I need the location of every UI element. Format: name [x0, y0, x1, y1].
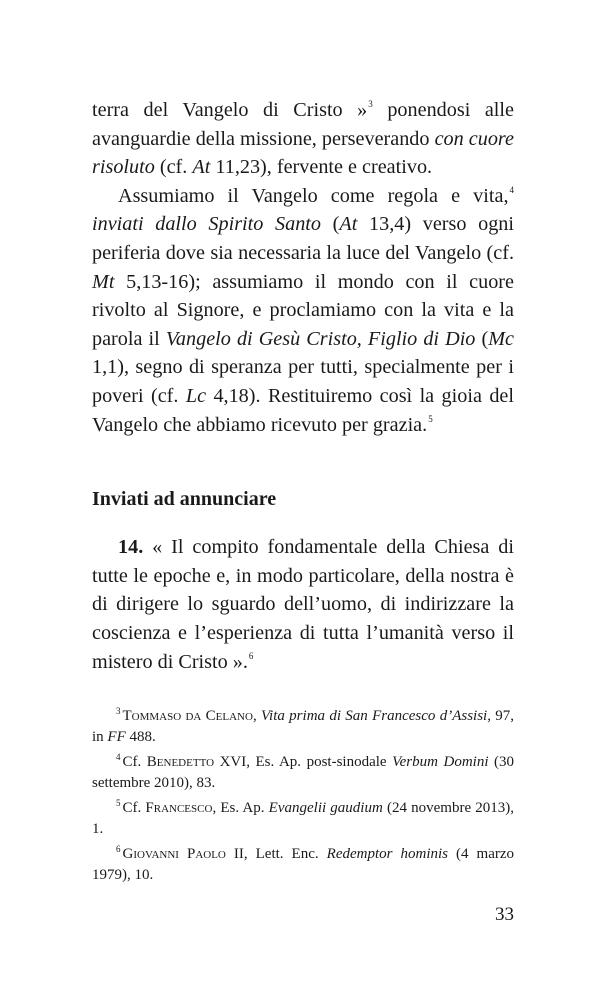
footnote-author: Francesco — [145, 800, 213, 817]
italic-text: At — [192, 156, 211, 179]
text-run: terra del Vangelo di Cristo » — [92, 99, 368, 121]
italic-text: con cuore risoluto — [92, 127, 514, 179]
footnote-author: Giovanni Paolo — [122, 846, 226, 863]
text-run: (30 settembre 2010), 83. — [92, 754, 515, 792]
footnote-ref[interactable]: 5 — [428, 413, 433, 424]
italic-text: Mt — [92, 270, 115, 293]
footnotes — [92, 706, 514, 886]
footnote-author: Benedetto — [146, 754, 215, 771]
footnote-ref[interactable]: 6 — [248, 650, 254, 661]
text-run: 1,1), segno di speranza per tutti, specialmente per i poveri (cf. — [92, 356, 514, 407]
text-run: 4,18). Restituiremo così la gioia del Vangelo che abbiamo ricevuto per grazia. — [92, 384, 514, 436]
footnote-5 — [92, 798, 514, 840]
paragraph-vangelo — [92, 182, 514, 439]
footnote-author: Tommaso da Celano — [122, 708, 253, 725]
italic-text: inviati dallo Spirito Santo — [92, 213, 322, 236]
text-run: (24 novembre 2013), 1. — [92, 800, 514, 838]
text-run: , Es. Ap. — [212, 800, 269, 817]
italic-text: Mc — [488, 327, 514, 350]
italic-text: FF — [107, 729, 126, 746]
text-run: Cf. — [122, 754, 147, 771]
text-run: XVI, Es. Ap. post-sinodale — [214, 754, 393, 771]
text-run: , — [252, 708, 261, 725]
footnote-ref[interactable]: 4 — [509, 184, 514, 195]
text-run: ( — [321, 213, 340, 236]
text-run: 488. — [125, 729, 156, 746]
italic-text: Vita prima di San Francesco d’Assisi — [261, 708, 488, 725]
paragraph-number: 14. — [118, 536, 144, 559]
paragraph-14 — [92, 533, 514, 676]
text-run: , 97, in — [92, 708, 515, 746]
footnote-3 — [92, 706, 514, 748]
footnote-number: 6 — [116, 844, 121, 855]
text-run: 5,13-16); assumiamo il mondo con il cuore rivolto al Signore, e proclamiamo con la vita e la parola il — [92, 270, 514, 350]
text-run: « Il compito fondamentale della Chiesa di tutte le epoche e, in modo particolare, della nostra è di dirigere lo sguardo dell’uomo, di indirizzare la coscienza e l’esperienza di tutta l’umanità verso il mistero di Cristo ». — [92, 536, 514, 673]
italic-text: At — [339, 213, 358, 236]
text-run: (cf. — [154, 156, 193, 179]
footnote-number: 3 — [116, 706, 121, 717]
section-heading: Inviati ad annunciare — [92, 488, 277, 511]
text-run: Assumiamo il Vangelo come regola e vita, — [118, 184, 509, 207]
page-number: 33 — [495, 904, 514, 925]
text-run: ponendosi alle avanguardie della missione, perseverando — [92, 99, 514, 150]
text-run: 11,23), fervente e creativo. — [210, 156, 433, 179]
footnote-6 — [92, 844, 514, 886]
footnote-number: 4 — [116, 752, 121, 763]
page-content — [92, 96, 514, 890]
footnote-4 — [92, 752, 514, 794]
paragraph-continuation — [92, 96, 514, 182]
italic-text: Redemptor hominis — [326, 846, 448, 863]
text-run: ( — [475, 327, 489, 350]
footnote-number: 5 — [116, 798, 121, 809]
footnote-ref[interactable]: 3 — [368, 99, 373, 109]
text-run: Cf. — [122, 800, 146, 817]
text-run: II, Lett. Enc. — [225, 846, 327, 863]
italic-text: Verbum Domini — [392, 754, 489, 771]
text-run: (4 marzo 1979), 10. — [92, 846, 515, 884]
italic-text: Lc — [185, 384, 207, 407]
text-run: 13,4) verso ogni periferia dove sia necessaria la luce del Vangelo (cf. — [92, 213, 515, 264]
italic-text: Vangelo di Gesù Cristo, Figlio di Dio — [165, 327, 476, 350]
italic-text: Evangelii gaudium — [268, 800, 383, 817]
